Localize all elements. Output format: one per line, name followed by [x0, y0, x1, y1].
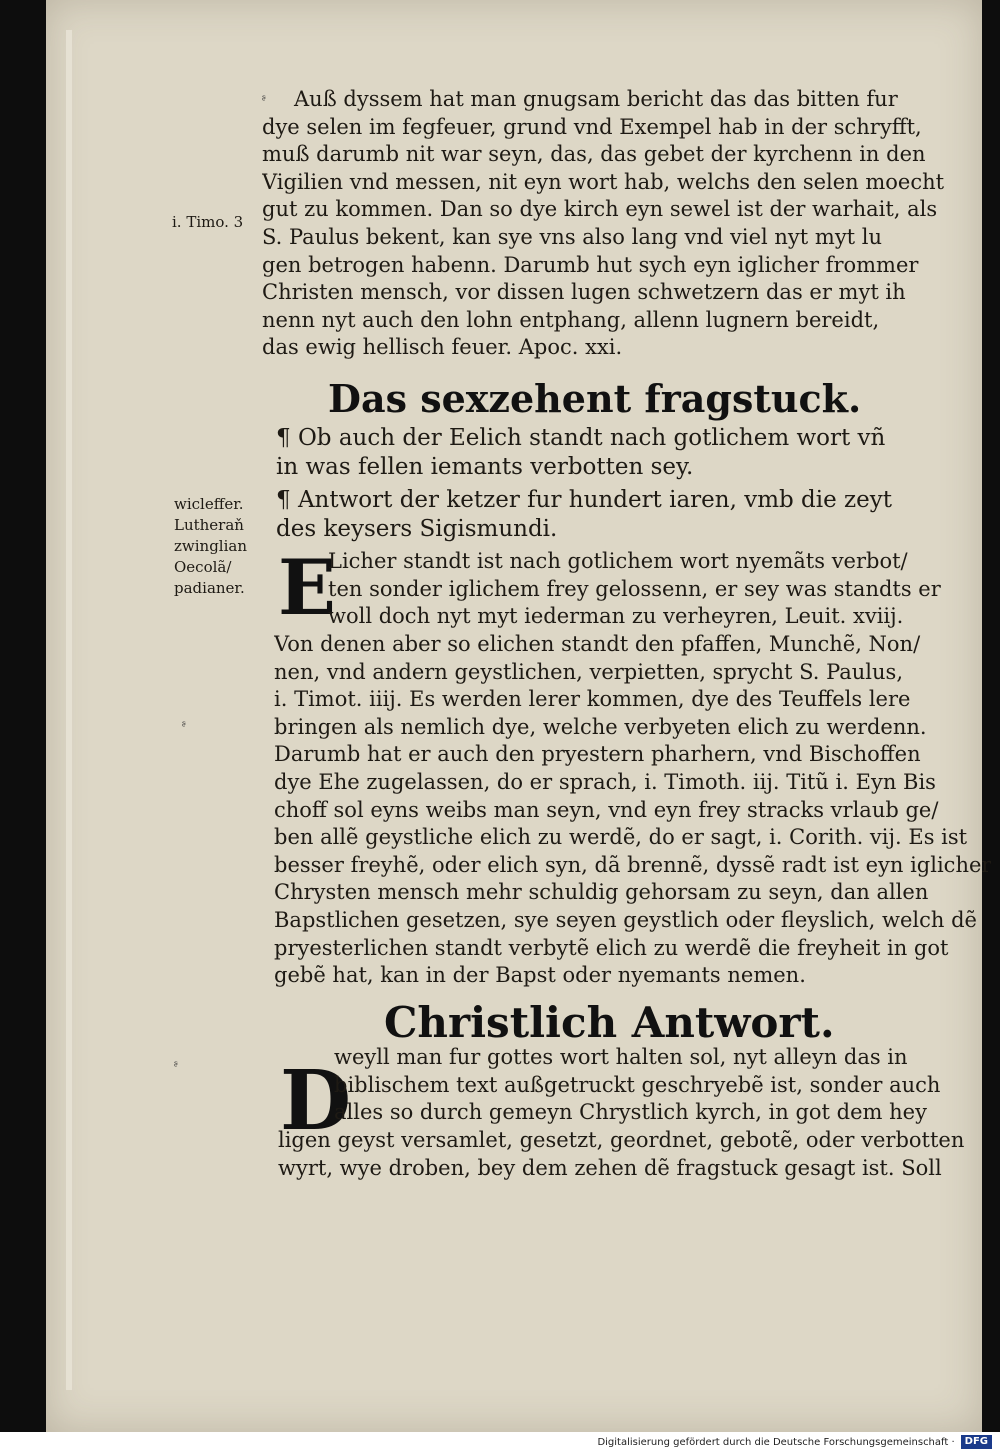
text-line: weyll man fur gottes wort halten sol, nyt alleyn das in — [334, 1045, 908, 1069]
text-line: i. Timot. iiij. Es werden lerer kommen, dye des Teuffels lere — [274, 687, 911, 712]
text-line: ¶ Ob auch der Eelich standt nach gotlichem wort vñ — [276, 425, 886, 451]
margin-mark: ᶳ — [182, 718, 186, 732]
section-heading: Das sexzehent fragstuck. — [328, 376, 862, 421]
text-line: S. Paulus bekent, kan sye vns also lang vnd viel nyt myt lu — [262, 224, 883, 249]
margin-note-timo: i. Timo. 3 — [172, 213, 244, 231]
text-line: Christen mensch, vor dissen lugen schwetzern das er myt ih — [262, 280, 906, 305]
text-line: biblischem text außgetruckt geschryebẽ ist, sonder auch — [334, 1072, 941, 1097]
text-line: muß darumb nit war seyn, das, das gebet der kyrchenn in den — [262, 142, 926, 167]
text-line: dye Ehe zugelassen, do er sprach, i. Timoth. iij. Titũ i. Eyn Bis — [274, 769, 936, 794]
answer-intro — [276, 486, 892, 544]
text-line: wyrt, wye droben, bey dem zehen dẽ fragstuck gesagt ist. Soll — [278, 1155, 942, 1180]
text-line: in was fellen iemants verbotten sey. — [276, 454, 694, 480]
text-line: ¶ Antwort der ketzer fur hundert iaren, vmb die zeyt — [276, 487, 893, 513]
margin-line: wicleffer. — [174, 495, 244, 513]
text-line: ten sonder iglichem frey gelossenn, er sey was standts er — [328, 576, 941, 601]
drop-cap: D — [280, 1053, 352, 1149]
section3-indented — [334, 1044, 940, 1127]
digitization-footer — [0, 1432, 1000, 1452]
text-line: dye selen im fegfeuer, grund vnd Exempel hab in der schryfft, — [262, 114, 922, 139]
text-line: gen betrogen habenn. Darumb hut sych eyn iglicher frommer — [262, 252, 919, 277]
text-line: choff sol eyns weibs man seyn, vnd eyn frey stracks vrlaub ge/ — [274, 797, 939, 822]
text-line: ligen geyst versamlet, gesetzt, geordnet, gebotẽ, oder verbotten — [278, 1128, 965, 1152]
margin-line: zwinglian — [174, 537, 248, 555]
section-heading: Christlich Antwort. — [384, 998, 835, 1047]
text-line: pryesterlichen standt verbytẽ elich zu werdẽ die freyheit in got — [274, 935, 949, 960]
text-line: des keysers Sigismundi. — [276, 516, 558, 542]
text-line: Bapstlichen gesetzen, sye seyen geystlich oder fleyslich, welch dẽ — [274, 907, 977, 932]
margin-line: Oecolã/ — [174, 558, 232, 576]
text-line: Auß dyssem hat man gnugsam bericht das das bitten fur — [294, 87, 898, 111]
text-line: gut zu kommen. Dan so dye kirch eyn sewel ist der warhait, als — [262, 197, 938, 222]
section3-text — [278, 1127, 964, 1182]
text-line: gebẽ hat, kan in der Bapst oder nyemants nemen. — [274, 963, 806, 988]
text-line: nen, vnd andern geystlichen, verpietten, sprycht S. Paulus, — [274, 659, 903, 684]
page-gutter — [66, 30, 72, 1390]
margin-line: Lutheraň — [174, 516, 244, 534]
margin-note-heretics — [174, 494, 247, 599]
text-line: Vigilien vnd messen, nit eyn wort hab, welchs den selen moecht — [262, 169, 945, 194]
section2-indented — [328, 548, 941, 631]
section2-text — [274, 631, 991, 990]
text-line: das ewig hellisch feuer. Apoc. xxi. — [262, 335, 623, 360]
text-line: Chrysten mensch mehr schuldig gehorsam zu seyn, dan allen — [274, 880, 929, 905]
question-text — [276, 424, 885, 482]
text-line: alles so durch gemeyn Chrystlich kyrch, in got dem hey — [334, 1100, 927, 1125]
margin-mark: ᶳ — [262, 92, 266, 106]
text-line: bringen als nemlich dye, welche verbyeten elich zu werdenn. — [274, 714, 927, 739]
text-line: nenn nyt auch den lohn entphang, allenn lugnern bereidt, — [262, 307, 880, 332]
text-line: Licher standt ist nach gotlichem wort nyemãts verbot/ — [328, 549, 908, 573]
footer-text: Digitalisierung gefördert durch die Deutsche Forschungsgemeinschaft · — [597, 1436, 955, 1448]
margin-mark: ᶳ — [174, 1058, 178, 1072]
text-line: Darumb hat er auch den pryestern pharhern, vnd Bischoffen — [274, 742, 921, 767]
margin-line: padianer. — [174, 579, 245, 597]
drop-cap: E — [278, 543, 336, 632]
text-line: Von denen aber so elichen standt den pfaffen, Munchẽ, Non/ — [274, 632, 921, 656]
section1-text — [262, 86, 944, 362]
text-line: besser freyhẽ, oder elich syn, dã brennẽ, dyssẽ radt ist eyn iglicher — [274, 852, 992, 877]
text-line: ben allẽ geystliche elich zu werdẽ, do er sagt, i. Corith. vij. Es ist — [274, 825, 968, 850]
text-line: woll doch nyt myt iederman zu verheyren, Leuit. xviij. — [328, 604, 904, 629]
dfg-logo-icon: DFG — [961, 1435, 992, 1449]
